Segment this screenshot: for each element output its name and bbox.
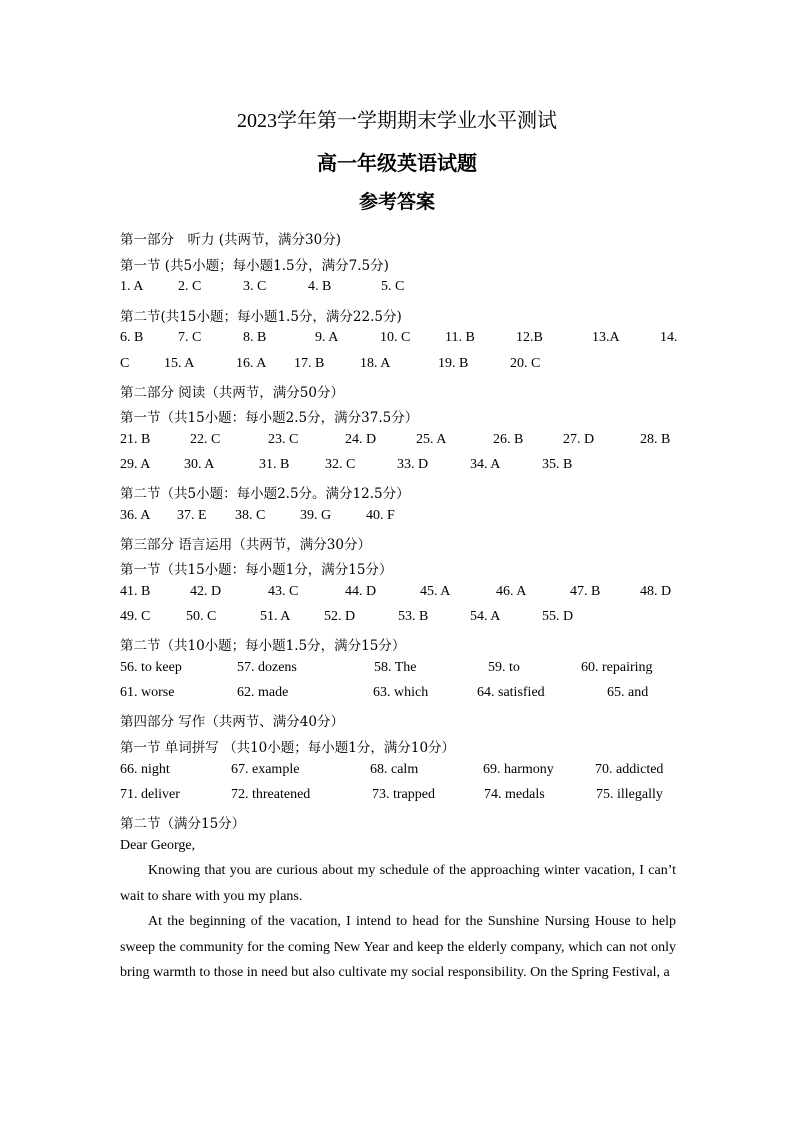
answer-item: 34. A [470, 457, 501, 472]
answer-item: 71. deliver [120, 787, 180, 802]
answer-item: 29. A [120, 457, 151, 472]
answer-item: 74. medals [484, 787, 545, 802]
answer-item: 44. D [345, 584, 377, 599]
answer-item: 23. C [268, 432, 299, 447]
answer-item: 58. The [374, 660, 417, 675]
answer-item: 53. B [398, 609, 429, 624]
answer-row-10 [120, 685, 678, 703]
answer-item: 21. B [120, 432, 151, 447]
answer-item: 45. A [420, 584, 451, 599]
answer-item: 20. C [510, 356, 541, 371]
answer-item: 50. C [186, 609, 217, 624]
answer-item: 39. G [300, 508, 332, 523]
part3-section2-heading: 第二节（共10小题；每小题1.5分，满分15分） [120, 638, 406, 654]
answer-item: 37. E [177, 508, 207, 523]
answer-item: 36. A [120, 508, 151, 523]
answer-item: 47. B [570, 584, 601, 599]
answer-item: 15. A [164, 356, 195, 371]
answer-item: 7. C [178, 330, 202, 345]
part4-section2-heading: 第二节（满分15分） [120, 816, 246, 832]
answer-item: 30. A [184, 457, 215, 472]
answer-row-5 [120, 457, 678, 475]
exam-subtitle: 高一年级英语试题 [317, 151, 477, 175]
answer-row-4 [120, 432, 678, 450]
answer-item: 17. B [294, 356, 325, 371]
answer-item: 31. B [259, 457, 290, 472]
answer-row-2 [120, 330, 678, 348]
answer-item: 60. repairing [581, 660, 653, 675]
answer-item: 67. example [231, 762, 300, 777]
answer-row-3 [120, 356, 678, 374]
answer-item: 52. D [324, 609, 356, 624]
answer-item: 28. B [640, 432, 671, 447]
answer-item: 10. C [380, 330, 411, 345]
answer-item: 33. D [397, 457, 429, 472]
part2-section1-heading: 第一节（共15小题：每小题2.5分，满分37.5分） [120, 410, 419, 426]
answer-item: 41. B [120, 584, 151, 599]
answer-row-12 [120, 787, 678, 805]
answer-row-7 [120, 584, 678, 602]
answer-heading: 参考答案 [358, 191, 435, 213]
answer-item: 1. A [120, 279, 144, 294]
answer-item: 38. C [235, 508, 266, 523]
part2-heading: 第二部分 阅读（共两节，满分50分） [120, 385, 344, 401]
answer-item: 18. A [360, 356, 391, 371]
answer-item: 11. B [445, 330, 475, 345]
answer-item: 12.B [516, 330, 543, 345]
answer-item: 40. F [366, 508, 395, 523]
answer-item: 65. and [607, 685, 649, 700]
answer-row-6 [120, 508, 678, 526]
answer-item: 72. threatened [231, 787, 311, 802]
answer-item: 42. D [190, 584, 222, 599]
answer-item: 73. trapped [372, 787, 435, 802]
answer-item: 9. A [315, 330, 339, 345]
answer-row-9 [120, 660, 678, 678]
answer-item: 8. B [243, 330, 267, 345]
part1-section1-heading: 第一节 (共5小题；每小题1.5分，满分7.5分) [120, 258, 389, 274]
answer-item: 2. C [178, 279, 202, 294]
part3-section1-heading: 第一节（共15小题：每小题1分，满分15分） [120, 562, 393, 578]
part3-heading: 第三部分 语言运用（共两节，满分30分） [120, 537, 371, 553]
answer-item: 59. to [488, 660, 520, 675]
answer-item: 62. made [237, 685, 289, 700]
part1-section2-heading: 第二节(共15小题；每小题1.5分，满分22.5分) [120, 309, 402, 325]
answer-row-11 [120, 762, 678, 780]
answer-item: 69. harmony [483, 762, 554, 777]
answer-item: 26. B [493, 432, 524, 447]
exam-title: 2023学年第一学期期末学业水平测试 [237, 110, 557, 132]
answer-item: 70. addicted [595, 762, 664, 777]
answer-item: 43. C [268, 584, 299, 599]
letter-paragraph-2: At the beginning of the vacation, I intend to head for the Sunshine Nursing House to help sweep the community for the coming New Year and keep the elderly company, which can not only bring warmth to those in need but also cultivate my social responsibility. On the Spring Festival, a [120, 914, 676, 980]
part4-section1-heading: 第一节 单词拼写 （共10小题；每小题1分，满分10分） [120, 740, 456, 756]
answer-item: 6. B [120, 330, 144, 345]
answer-item: 32. C [325, 457, 356, 472]
answer-item: 68. calm [370, 762, 419, 777]
answer-item: 35. B [542, 457, 573, 472]
answer-item: 51. A [260, 609, 291, 624]
answer-item: 16. A [236, 356, 267, 371]
answer-item: 66. night [120, 762, 170, 777]
letter-greeting: Dear George, [120, 838, 196, 853]
part4-heading: 第四部分 写作（共两节、满分40分） [120, 714, 344, 730]
answer-item: C [120, 356, 130, 371]
answer-item: 24. D [345, 432, 377, 447]
answer-item: 49. C [120, 609, 151, 624]
answer-item: 27. D [563, 432, 595, 447]
answer-item: 3. C [243, 279, 267, 294]
part1-heading: 第一部分 听力 (共两节，满分30分) [120, 232, 342, 248]
answer-item: 14. [660, 330, 678, 345]
answer-row-1 [120, 279, 678, 297]
answer-item: 25. A [416, 432, 447, 447]
answer-item: 5. C [381, 279, 405, 294]
answer-item: 48. D [640, 584, 672, 599]
answer-item: 55. D [542, 609, 574, 624]
answer-item: 57. dozens [237, 660, 297, 675]
answer-item: 64. satisfied [477, 685, 545, 700]
answer-item: 46. A [496, 584, 527, 599]
answer-item: 56. to keep [120, 660, 182, 675]
answer-item: 54. A [470, 609, 501, 624]
answer-item: 75. illegally [596, 787, 663, 802]
answer-item: 61. worse [120, 685, 175, 700]
answer-item: 19. B [438, 356, 469, 371]
answer-item: 63. which [373, 685, 429, 700]
answer-item: 13.A [592, 330, 620, 345]
answer-item: 22. C [190, 432, 221, 447]
answer-item: 4. B [308, 279, 332, 294]
letter-paragraph-1: Knowing that you are curious about my schedule of the approaching winter vacation, I can’t wait to share with you my plans. [120, 863, 676, 904]
part2-section2-heading: 第二节（共5小题：每小题2.5分。满分12.5分） [120, 486, 410, 502]
answer-row-8 [120, 609, 678, 627]
